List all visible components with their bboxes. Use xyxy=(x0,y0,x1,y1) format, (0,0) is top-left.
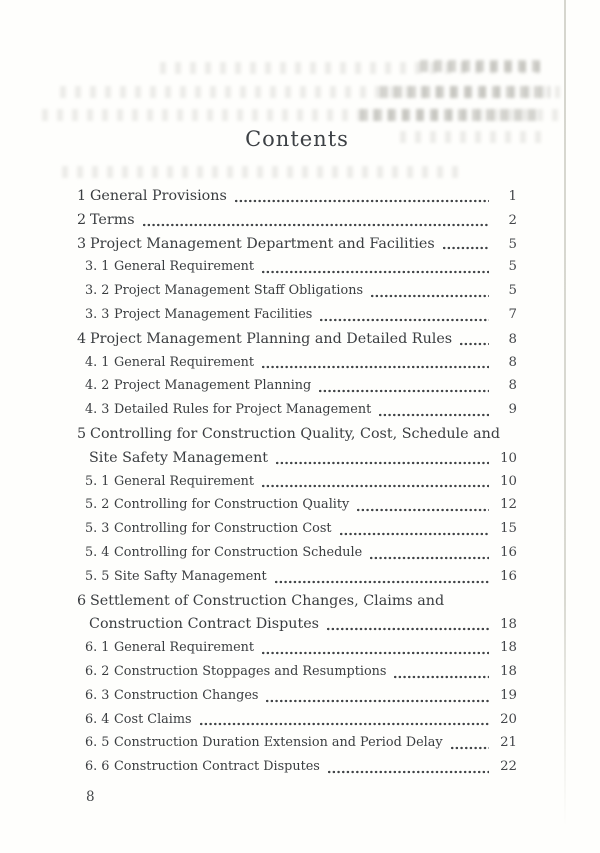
entry-page-number: 9 xyxy=(508,402,517,418)
entry-title: General Requirement xyxy=(114,640,255,656)
toc-entry xyxy=(77,378,517,402)
entry-number: 6. 6 xyxy=(85,759,110,775)
entry-number: 6 xyxy=(77,592,87,609)
entry-number: 4. 2 xyxy=(85,378,110,394)
page-title: Contents xyxy=(245,127,349,151)
toc-entry xyxy=(77,640,517,664)
entry-page-number: 8 xyxy=(508,378,517,394)
dot-leader xyxy=(379,412,489,418)
entry-page-number: 10 xyxy=(500,473,517,489)
dot-leader xyxy=(319,388,489,394)
dot-leader xyxy=(275,579,489,585)
entry-page-number: 21 xyxy=(500,735,517,751)
entry-page-number: 20 xyxy=(500,711,517,727)
dot-leader xyxy=(394,674,489,680)
entry-page-number: 10 xyxy=(500,450,517,466)
entry-title: Controlling for Construction Quality xyxy=(114,497,350,513)
entry-page-number: 16 xyxy=(500,568,517,584)
dot-leader xyxy=(200,721,489,727)
dot-leader xyxy=(327,626,489,632)
entry-number: 3. 2 xyxy=(85,283,110,299)
dot-leader xyxy=(262,483,489,489)
bleed-through-row xyxy=(360,109,540,121)
entry-page-number: 12 xyxy=(500,497,517,513)
dot-leader xyxy=(266,698,489,704)
dot-leader xyxy=(340,531,489,537)
dot-leader xyxy=(143,222,489,228)
entry-page-number: 18 xyxy=(500,617,517,633)
entry-page-number: 1 xyxy=(508,189,517,204)
bleed-through-row xyxy=(60,86,560,98)
dot-leader xyxy=(320,317,489,323)
entry-page-number: 18 xyxy=(500,640,517,656)
entry-title: Project Management Planning and Detailed Rules xyxy=(90,330,453,347)
toc-entry-continuation xyxy=(77,616,517,640)
entry-number: 3 xyxy=(77,235,87,252)
entry-number: 5. 3 xyxy=(85,521,110,537)
bleed-through-row xyxy=(42,109,562,121)
entry-page-number: 7 xyxy=(508,306,517,322)
entry-page-number: 16 xyxy=(500,544,517,560)
entry-page-number: 5 xyxy=(508,283,517,299)
entry-page-number: 2 xyxy=(508,212,517,228)
entry-number: 5. 1 xyxy=(85,473,110,489)
dot-leader xyxy=(235,198,489,204)
entry-title: General Requirement xyxy=(114,354,255,370)
toc-entry xyxy=(77,402,517,426)
entry-title: General Provisions xyxy=(90,188,227,204)
toc-entry xyxy=(77,188,517,212)
toc-entry xyxy=(77,474,517,498)
entry-page-number: 18 xyxy=(500,663,517,679)
entry-number: 5. 5 xyxy=(85,568,110,584)
table-of-contents xyxy=(77,188,517,783)
entry-number: 4 xyxy=(77,330,87,347)
entry-number: 4. 3 xyxy=(85,402,110,418)
entry-title: Controlling for Construction Quality, Cost, Schedule and xyxy=(90,425,501,442)
toc-entry xyxy=(77,212,517,236)
entry-title: Controlling for Construction Cost xyxy=(114,521,332,537)
entry-number: 5. 2 xyxy=(85,497,110,513)
toc-entry xyxy=(77,307,517,331)
entry-number: 6. 1 xyxy=(85,640,110,656)
entry-number: 5. 4 xyxy=(85,544,110,560)
bleed-through-row xyxy=(380,86,550,98)
dot-leader xyxy=(451,745,489,751)
entry-title: General Requirement xyxy=(114,473,255,489)
toc-entry xyxy=(77,426,517,450)
dot-leader xyxy=(262,269,489,275)
entry-number: 6. 3 xyxy=(85,687,110,703)
entry-title: Construction Changes xyxy=(114,687,259,703)
entry-title: Project Management Staff Obligations xyxy=(114,283,364,299)
entry-number: 3. 1 xyxy=(85,259,110,275)
toc-entry xyxy=(77,521,517,545)
toc-entry xyxy=(77,331,517,355)
entry-number: 5 xyxy=(77,425,87,442)
bleed-through-row xyxy=(160,62,540,74)
dot-leader xyxy=(357,507,489,513)
entry-page-number: 5 xyxy=(508,236,517,252)
entry-title: Cost Claims xyxy=(114,711,192,727)
entry-number: 6. 5 xyxy=(85,735,110,751)
entry-title: Project Management Facilities xyxy=(114,306,313,322)
toc-entry xyxy=(77,283,517,307)
entry-title: Construction Contract Disputes xyxy=(114,759,320,775)
entry-page-number: 15 xyxy=(500,521,517,537)
entry-title: Controlling for Construction Schedule xyxy=(114,544,363,560)
entry-title: Settlement of Construction Changes, Claims and xyxy=(90,592,445,609)
dot-leader xyxy=(371,293,489,299)
entry-title: Project Management Department and Facilities xyxy=(90,235,435,252)
entry-title: Terms xyxy=(90,211,135,228)
toc-entry xyxy=(77,259,517,283)
entry-page-number: 19 xyxy=(500,687,517,703)
entry-number: 3. 3 xyxy=(85,306,110,322)
toc-entry xyxy=(77,236,517,260)
dot-leader xyxy=(262,650,489,656)
dot-leader xyxy=(262,364,489,370)
toc-entry xyxy=(77,569,517,593)
entry-page-number: 8 xyxy=(508,331,517,347)
bleed-through-row xyxy=(420,60,540,72)
entry-number: 6. 4 xyxy=(85,711,110,727)
entry-title: General Requirement xyxy=(114,259,255,275)
entry-number: 4. 1 xyxy=(85,354,110,370)
entry-number: 1 xyxy=(77,188,87,204)
entry-number: 2 xyxy=(77,211,87,228)
dot-leader xyxy=(460,341,489,347)
dot-leader xyxy=(443,245,489,251)
toc-entry-continuation xyxy=(77,450,517,474)
toc-entry xyxy=(77,355,517,379)
toc-entry xyxy=(77,497,517,521)
entry-number: 6. 2 xyxy=(85,663,110,679)
toc-entry xyxy=(77,735,517,759)
toc-entry xyxy=(77,664,517,688)
toc-entry xyxy=(77,593,517,617)
entry-title: Construction Stoppages and Resumptions xyxy=(114,663,387,679)
entry-page-number: 8 xyxy=(508,354,517,370)
entry-page-number: 5 xyxy=(508,259,517,275)
entry-title: Construction Duration Extension and Period Delay xyxy=(114,735,443,751)
bleed-through-row xyxy=(62,166,462,178)
toc-entry xyxy=(77,712,517,736)
footer-page-number: 8 xyxy=(86,789,95,805)
entry-title: Detailed Rules for Project Management xyxy=(114,402,372,418)
dot-leader xyxy=(276,460,489,466)
toc-entry xyxy=(77,759,517,783)
page-edge-line xyxy=(564,0,566,853)
entry-title: Site Safty Management xyxy=(114,568,267,584)
dot-leader xyxy=(328,769,489,775)
toc-entry xyxy=(77,545,517,569)
entry-title: Construction Contract Disputes xyxy=(89,616,319,633)
entry-title: Project Management Planning xyxy=(114,378,312,394)
dot-leader xyxy=(370,555,489,561)
entry-title: Site Safety Management xyxy=(89,449,269,466)
entry-page-number: 22 xyxy=(500,759,517,775)
toc-entry xyxy=(77,688,517,712)
